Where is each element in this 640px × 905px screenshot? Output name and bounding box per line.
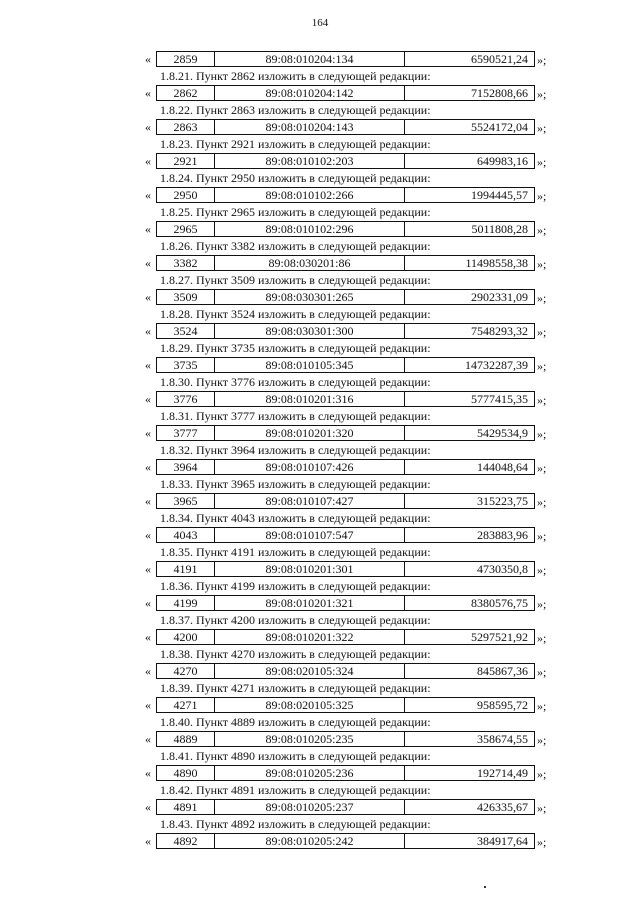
quote-close: »;: [537, 223, 547, 237]
row-table: [156, 459, 535, 475]
row-table: [156, 595, 535, 611]
amendment-heading: 1.8.41. Пункт 4890 изложить в следующей редакции:: [160, 749, 431, 763]
cell-value: 5777415,35: [471, 392, 528, 406]
amendment-heading: 1.8.40. Пункт 4889 изложить в следующей редакции:: [160, 715, 431, 729]
row-table: [156, 85, 535, 101]
cell-value: 7152808,66: [471, 86, 528, 100]
quote-open: «: [145, 290, 151, 304]
amendment-entry: [0, 68, 640, 101]
amendment-entry: [0, 680, 640, 713]
table-row: [0, 765, 640, 781]
table-row: [0, 425, 640, 441]
cell-cadastral: 89:08:010205:236: [215, 766, 405, 780]
cell-value: 649983,16: [477, 154, 528, 168]
quote-open: «: [145, 766, 151, 780]
table-row: [0, 85, 640, 101]
row-table: [156, 153, 535, 169]
amendment-heading: 1.8.35. Пункт 4191 изложить в следующей редакции:: [160, 545, 431, 559]
cell-cadastral: 89:08:010204:142: [215, 86, 405, 100]
table-row: [0, 799, 640, 815]
row-table: [156, 731, 535, 747]
quote-open: «: [145, 800, 151, 814]
row-table: [156, 51, 535, 67]
scan-speck: [484, 886, 486, 888]
quote-close: »;: [537, 733, 547, 747]
amendment-entry: [0, 544, 640, 577]
cell-cadastral: 89:08:010205:242: [215, 834, 405, 848]
quote-close: »;: [537, 393, 547, 407]
row-table: [156, 561, 535, 577]
cell-value: 8380576,75: [471, 596, 528, 610]
cell-value: 845867,36: [477, 664, 528, 678]
row-table: [156, 425, 535, 441]
table-row: [0, 187, 640, 203]
amendment-entry: [0, 272, 640, 305]
amendment-entry: [0, 102, 640, 135]
cell-number: 3777: [157, 426, 215, 440]
cell-value: 958595,72: [477, 698, 528, 712]
amendment-heading: 1.8.43. Пункт 4892 изложить в следующей редакции:: [160, 817, 431, 831]
amendment-heading: 1.8.27. Пункт 3509 изложить в следующей редакции:: [160, 273, 431, 287]
cell-cadastral: 89:08:010201:321: [215, 596, 405, 610]
quote-close: »;: [537, 189, 547, 203]
cell-cadastral: 89:08:010107:547: [215, 528, 405, 542]
quote-open: «: [145, 732, 151, 746]
cell-cadastral: 89:08:020105:325: [215, 698, 405, 712]
cell-cadastral: 89:08:010201:316: [215, 392, 405, 406]
quote-close: »;: [537, 801, 547, 815]
table-row: [0, 153, 640, 169]
cell-cadastral: 89:08:010105:345: [215, 358, 405, 372]
amendment-heading: 1.8.30. Пункт 3776 изложить в следующей редакции:: [160, 375, 431, 389]
cell-number: 4892: [157, 834, 215, 848]
row-table: [156, 527, 535, 543]
quote-close: »;: [537, 835, 547, 849]
cell-value: 144048,64: [477, 460, 528, 474]
cell-number: 4890: [157, 766, 215, 780]
cell-number: 2862: [157, 86, 215, 100]
quote-open: «: [145, 86, 151, 100]
amendment-entry: [0, 578, 640, 611]
cell-value: 5524172,04: [471, 120, 528, 134]
quote-open: «: [145, 358, 151, 372]
table-row: [0, 833, 640, 849]
cell-number: 2863: [157, 120, 215, 134]
table-row: [0, 595, 640, 611]
table-row: [0, 255, 640, 271]
amendment-entry: [0, 646, 640, 679]
cell-cadastral: 89:08:010107:426: [215, 460, 405, 474]
row-table: [156, 629, 535, 645]
cell-cadastral: 89:08:010204:134: [215, 52, 405, 66]
cell-value: 283883,96: [477, 528, 528, 542]
quote-close: »;: [537, 563, 547, 577]
cell-value: 5429534,9: [477, 426, 528, 440]
table-row: [0, 629, 640, 645]
quote-close: »;: [537, 291, 547, 305]
table-row: [0, 289, 640, 305]
cell-value: 192714,49: [477, 766, 528, 780]
cell-cadastral: 89:08:020105:324: [215, 664, 405, 678]
amendment-entry: [0, 782, 640, 815]
amendment-heading: 1.8.25. Пункт 2965 изложить в следующей редакции:: [160, 205, 431, 219]
amendment-entry: [0, 748, 640, 781]
cell-value: 315223,75: [477, 494, 528, 508]
cell-number: 4271: [157, 698, 215, 712]
table-row: [0, 357, 640, 373]
table-row-first: [0, 51, 640, 67]
quote-open: «: [145, 52, 151, 66]
quote-close: »;: [537, 699, 547, 713]
table-row: [0, 119, 640, 135]
amendment-heading: 1.8.21. Пункт 2862 изложить в следующей редакции:: [160, 69, 431, 83]
table-row: [0, 221, 640, 237]
cell-number: 2859: [157, 52, 215, 66]
table-row: [0, 323, 640, 339]
cell-number: 3964: [157, 460, 215, 474]
amendment-entry: [0, 170, 640, 203]
row-table: [156, 391, 535, 407]
amendment-heading: 1.8.23. Пункт 2921 изложить в следующей редакции:: [160, 137, 431, 151]
row-table: [156, 119, 535, 135]
quote-open: «: [145, 188, 151, 202]
quote-close: »;: [537, 53, 547, 67]
amendment-heading: 1.8.36. Пункт 4199 изложить в следующей редакции:: [160, 579, 431, 593]
table-row: [0, 697, 640, 713]
cell-number: 2950: [157, 188, 215, 202]
amendment-heading: 1.8.31. Пункт 3777 изложить в следующей редакции:: [160, 409, 431, 423]
row-table: [156, 289, 535, 305]
cell-number: 3776: [157, 392, 215, 406]
quote-open: «: [145, 630, 151, 644]
cell-number: 4891: [157, 800, 215, 814]
row-table: [156, 833, 535, 849]
cell-number: 3509: [157, 290, 215, 304]
quote-open: «: [145, 256, 151, 270]
row-table: [156, 357, 535, 373]
amendment-heading: 1.8.33. Пункт 3965 изложить в следующей редакции:: [160, 477, 431, 491]
amendment-heading: 1.8.34. Пункт 4043 изложить в следующей редакции:: [160, 511, 431, 525]
row-table: [156, 323, 535, 339]
cell-number: 4200: [157, 630, 215, 644]
amendment-heading: 1.8.37. Пункт 4200 изложить в следующей редакции:: [160, 613, 431, 627]
cell-number: 3524: [157, 324, 215, 338]
amendment-entry: [0, 476, 640, 509]
cell-cadastral: 89:08:010204:143: [215, 120, 405, 134]
quote-close: »;: [537, 155, 547, 169]
quote-open: «: [145, 120, 151, 134]
quote-open: «: [145, 562, 151, 576]
quote-close: »;: [537, 631, 547, 645]
cell-cadastral: 89:08:010205:235: [215, 732, 405, 746]
cell-value: 4730350,8: [477, 562, 528, 576]
table-row: [0, 663, 640, 679]
page-number: 164: [311, 17, 329, 29]
amendment-entry: [0, 204, 640, 237]
table-row: [0, 459, 640, 475]
row-table: [156, 765, 535, 781]
cell-number: 4199: [157, 596, 215, 610]
cell-cadastral: 89:08:010205:237: [215, 800, 405, 814]
amendment-entry: [0, 442, 640, 475]
table-row: [0, 731, 640, 747]
cell-number: 2965: [157, 222, 215, 236]
cell-value: 14732287,39: [465, 358, 528, 372]
cell-cadastral: 89:08:030301:265: [215, 290, 405, 304]
quote-close: »;: [537, 359, 547, 373]
quote-open: «: [145, 494, 151, 508]
cell-cadastral: 89:08:010102:296: [215, 222, 405, 236]
row-table: [156, 187, 535, 203]
cell-number: 3382: [157, 256, 215, 270]
cell-value: 2902331,09: [471, 290, 528, 304]
cell-cadastral: 89:08:010201:320: [215, 426, 405, 440]
table-row: [0, 391, 640, 407]
cell-cadastral: 89:08:030301:300: [215, 324, 405, 338]
quote-close: »;: [537, 257, 547, 271]
quote-open: «: [145, 834, 151, 848]
amendment-heading: 1.8.22. Пункт 2863 изложить в следующей редакции:: [160, 103, 431, 117]
row-table: [156, 493, 535, 509]
amendment-heading: 1.8.42. Пункт 4891 изложить в следующей редакции:: [160, 783, 431, 797]
amendment-entry: [0, 374, 640, 407]
cell-value: 1994445,57: [471, 188, 528, 202]
cell-value: 5011808,28: [471, 222, 528, 236]
amendment-entry: [0, 510, 640, 543]
quote-close: »;: [537, 325, 547, 339]
row-table: [156, 255, 535, 271]
cell-value: 384917,64: [477, 834, 528, 848]
amendment-entry: [0, 306, 640, 339]
cell-number: 4270: [157, 664, 215, 678]
quote-open: «: [145, 698, 151, 712]
cell-number: 3735: [157, 358, 215, 372]
quote-open: «: [145, 154, 151, 168]
amendment-entry: [0, 136, 640, 169]
amendment-entry: [0, 816, 640, 849]
quote-close: »;: [537, 495, 547, 509]
amendment-heading: 1.8.24. Пункт 2950 изложить в следующей редакции:: [160, 171, 431, 185]
quote-open: «: [145, 222, 151, 236]
quote-close: »;: [537, 597, 547, 611]
quote-open: «: [145, 324, 151, 338]
cell-number: 3965: [157, 494, 215, 508]
amendment-entry: [0, 714, 640, 747]
table-row: [0, 561, 640, 577]
row-table: [156, 221, 535, 237]
amendment-entry: [0, 612, 640, 645]
amendment-entry: [0, 340, 640, 373]
quote-close: »;: [537, 427, 547, 441]
amendment-heading: 1.8.39. Пункт 4271 изложить в следующей редакции:: [160, 681, 431, 695]
quote-open: «: [145, 664, 151, 678]
quote-close: »;: [537, 529, 547, 543]
quote-close: »;: [537, 87, 547, 101]
cell-number: 2921: [157, 154, 215, 168]
cell-value: 6590521,24: [471, 52, 528, 66]
amendment-heading: 1.8.26. Пункт 3382 изложить в следующей редакции:: [160, 239, 431, 253]
amendment-entry: [0, 408, 640, 441]
amendment-heading: 1.8.29. Пункт 3735 изложить в следующей редакции:: [160, 341, 431, 355]
quote-close: »;: [537, 121, 547, 135]
table-row: [0, 493, 640, 509]
quote-open: «: [145, 528, 151, 542]
cell-cadastral: 89:08:010201:301: [215, 562, 405, 576]
quote-open: «: [145, 460, 151, 474]
row-table: [156, 697, 535, 713]
quote-close: »;: [537, 665, 547, 679]
cell-number: 4889: [157, 732, 215, 746]
cell-value: 11498558,38: [465, 256, 528, 270]
cell-number: 4191: [157, 562, 215, 576]
cell-cadastral: 89:08:010102:266: [215, 188, 405, 202]
cell-number: 4043: [157, 528, 215, 542]
amendment-heading: 1.8.38. Пункт 4270 изложить в следующей редакции:: [160, 647, 431, 661]
cell-value: 7548293,32: [471, 324, 528, 338]
cell-value: 426335,67: [477, 800, 528, 814]
cell-value: 5297521,92: [471, 630, 528, 644]
amendment-heading: 1.8.32. Пункт 3964 изложить в следующей редакции:: [160, 443, 431, 457]
cell-cadastral: 89:08:010107:427: [215, 494, 405, 508]
cell-cadastral: 89:08:010102:203: [215, 154, 405, 168]
cell-cadastral: 89:08:010201:322: [215, 630, 405, 644]
quote-open: «: [145, 596, 151, 610]
amendments-list: [0, 51, 640, 850]
quote-open: «: [145, 426, 151, 440]
row-table: [156, 663, 535, 679]
quote-close: »;: [537, 767, 547, 781]
table-row: [0, 527, 640, 543]
quote-open: «: [145, 392, 151, 406]
quote-close: »;: [537, 461, 547, 475]
cell-value: 358674,55: [477, 732, 528, 746]
cell-cadastral: 89:08:030201:86: [215, 256, 405, 270]
row-table: [156, 799, 535, 815]
amendment-heading: 1.8.28. Пункт 3524 изложить в следующей редакции:: [160, 307, 431, 321]
amendment-entry: [0, 238, 640, 271]
